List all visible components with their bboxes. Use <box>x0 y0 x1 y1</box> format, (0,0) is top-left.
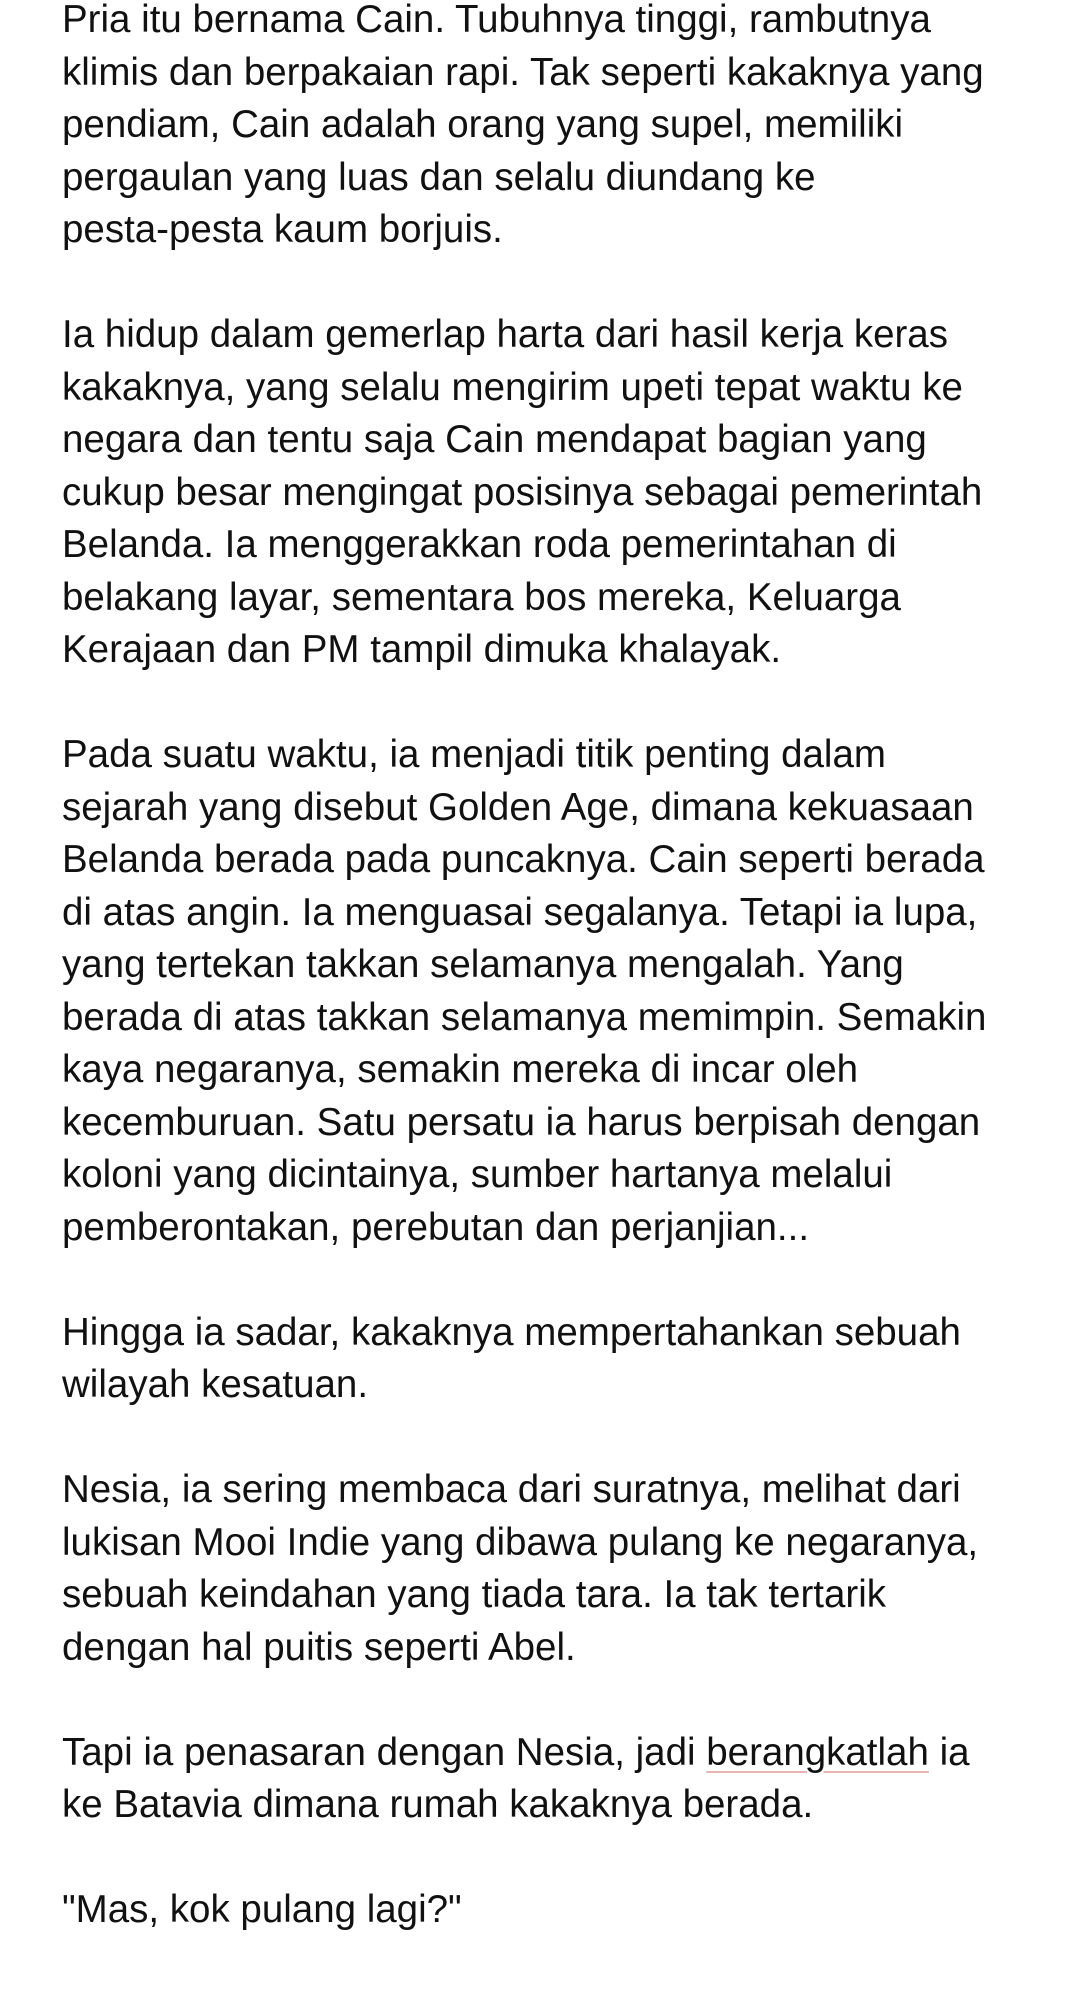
text-line: Belanda. Ia menggerakkan roda pemerintahan di <box>62 523 897 566</box>
text-line: pendiam, Cain adalah orang yang supel, memiliki <box>62 103 904 146</box>
text-line: dengan hal puitis seperti Abel. <box>62 1625 576 1669</box>
text-line: pergaulan yang luas dan selalu diundang ke <box>62 155 816 199</box>
text-line: negara dan tentu saja Cain mendapat bagian yang <box>62 418 927 461</box>
paragraph <box>62 1464 1022 1674</box>
text-line: berada di atas takkan selamanya memimpin. Semakin <box>62 995 987 1039</box>
text-line: Nesia, ia sering membaca dari suratnya, melihat dari <box>62 1468 961 1511</box>
text-line: kaya negaranya, semakin mereka di incar oleh <box>62 1048 859 1091</box>
text-line: Belanda berada pada puncaknya. Cain seperti berada <box>62 838 985 881</box>
text-line: Ia hidup dalam gemerlap harta dari hasil kerja keras <box>62 313 948 356</box>
paragraph <box>62 1727 1022 1832</box>
text-line: lukisan Mooi Indie yang dibawa pulang ke negaranya, <box>62 1520 979 1564</box>
paragraph <box>62 0 1022 257</box>
text-line: kecemburuan. Satu persatu ia harus berpisah dengan <box>62 1100 981 1144</box>
text-line: sejarah yang disebut Golden Age, dimana kekuasaan <box>62 785 974 829</box>
text-line: pemberontakan, perebutan dan perjanjian... <box>62 1205 810 1249</box>
text-line: Pada suatu waktu, ia menjadi titik penting dalam <box>62 733 886 776</box>
text-line: sebuah keindahan yang tiada tara. Ia tak tertarik <box>62 1573 887 1616</box>
text-line: Kerajaan dan PM tampil dimuka khalayak. <box>62 628 782 671</box>
text-line: belakang layar, sementara bos mereka, Keluarga <box>62 575 901 619</box>
text-line: koloni yang dicintainya, sumber hartanya melalui <box>62 1153 893 1196</box>
text-line: ke Batavia dimana rumah kakaknya berada. <box>62 1783 814 1826</box>
text-line: klimis dan berpakaian rapi. Tak seperti kakaknya yang <box>62 50 984 94</box>
text-line: cukup besar mengingat posisinya sebagai pemerintah <box>62 470 983 514</box>
paragraph <box>62 1307 1022 1412</box>
text-line: kakaknya, yang selalu mengirim upeti tepat waktu ke <box>62 365 963 409</box>
text-line: pesta-pesta kaum borjuis. <box>62 208 503 251</box>
text-line: di atas angin. Ia menguasai segalanya. Tetapi ia lupa, <box>62 890 978 934</box>
text-line: Hingga ia sadar, kakaknya mempertahankan sebuah <box>62 1310 961 1354</box>
text-line: Pria itu bernama Cain. Tubuhnya tinggi, rambutnya <box>62 0 931 41</box>
paragraph <box>62 309 1022 677</box>
spellcheck-underlined-word[interactable]: berangkatlah <box>706 1730 929 1774</box>
text-line <box>62 1727 1022 1780</box>
text-line: yang tertekan takkan selamanya mengalah. Yang <box>62 943 904 986</box>
text-segment: Tapi ia penasaran dengan Nesia, jadi <box>62 1730 707 1774</box>
paragraph <box>62 729 1022 1254</box>
paragraph <box>62 1884 1022 1937</box>
story-text <box>62 0 1022 1989</box>
text-line: "Mas, kok pulang lagi?" <box>62 1888 462 1931</box>
text-line: wilayah kesatuan. <box>62 1363 369 1406</box>
text-segment: ia <box>928 1730 970 1774</box>
